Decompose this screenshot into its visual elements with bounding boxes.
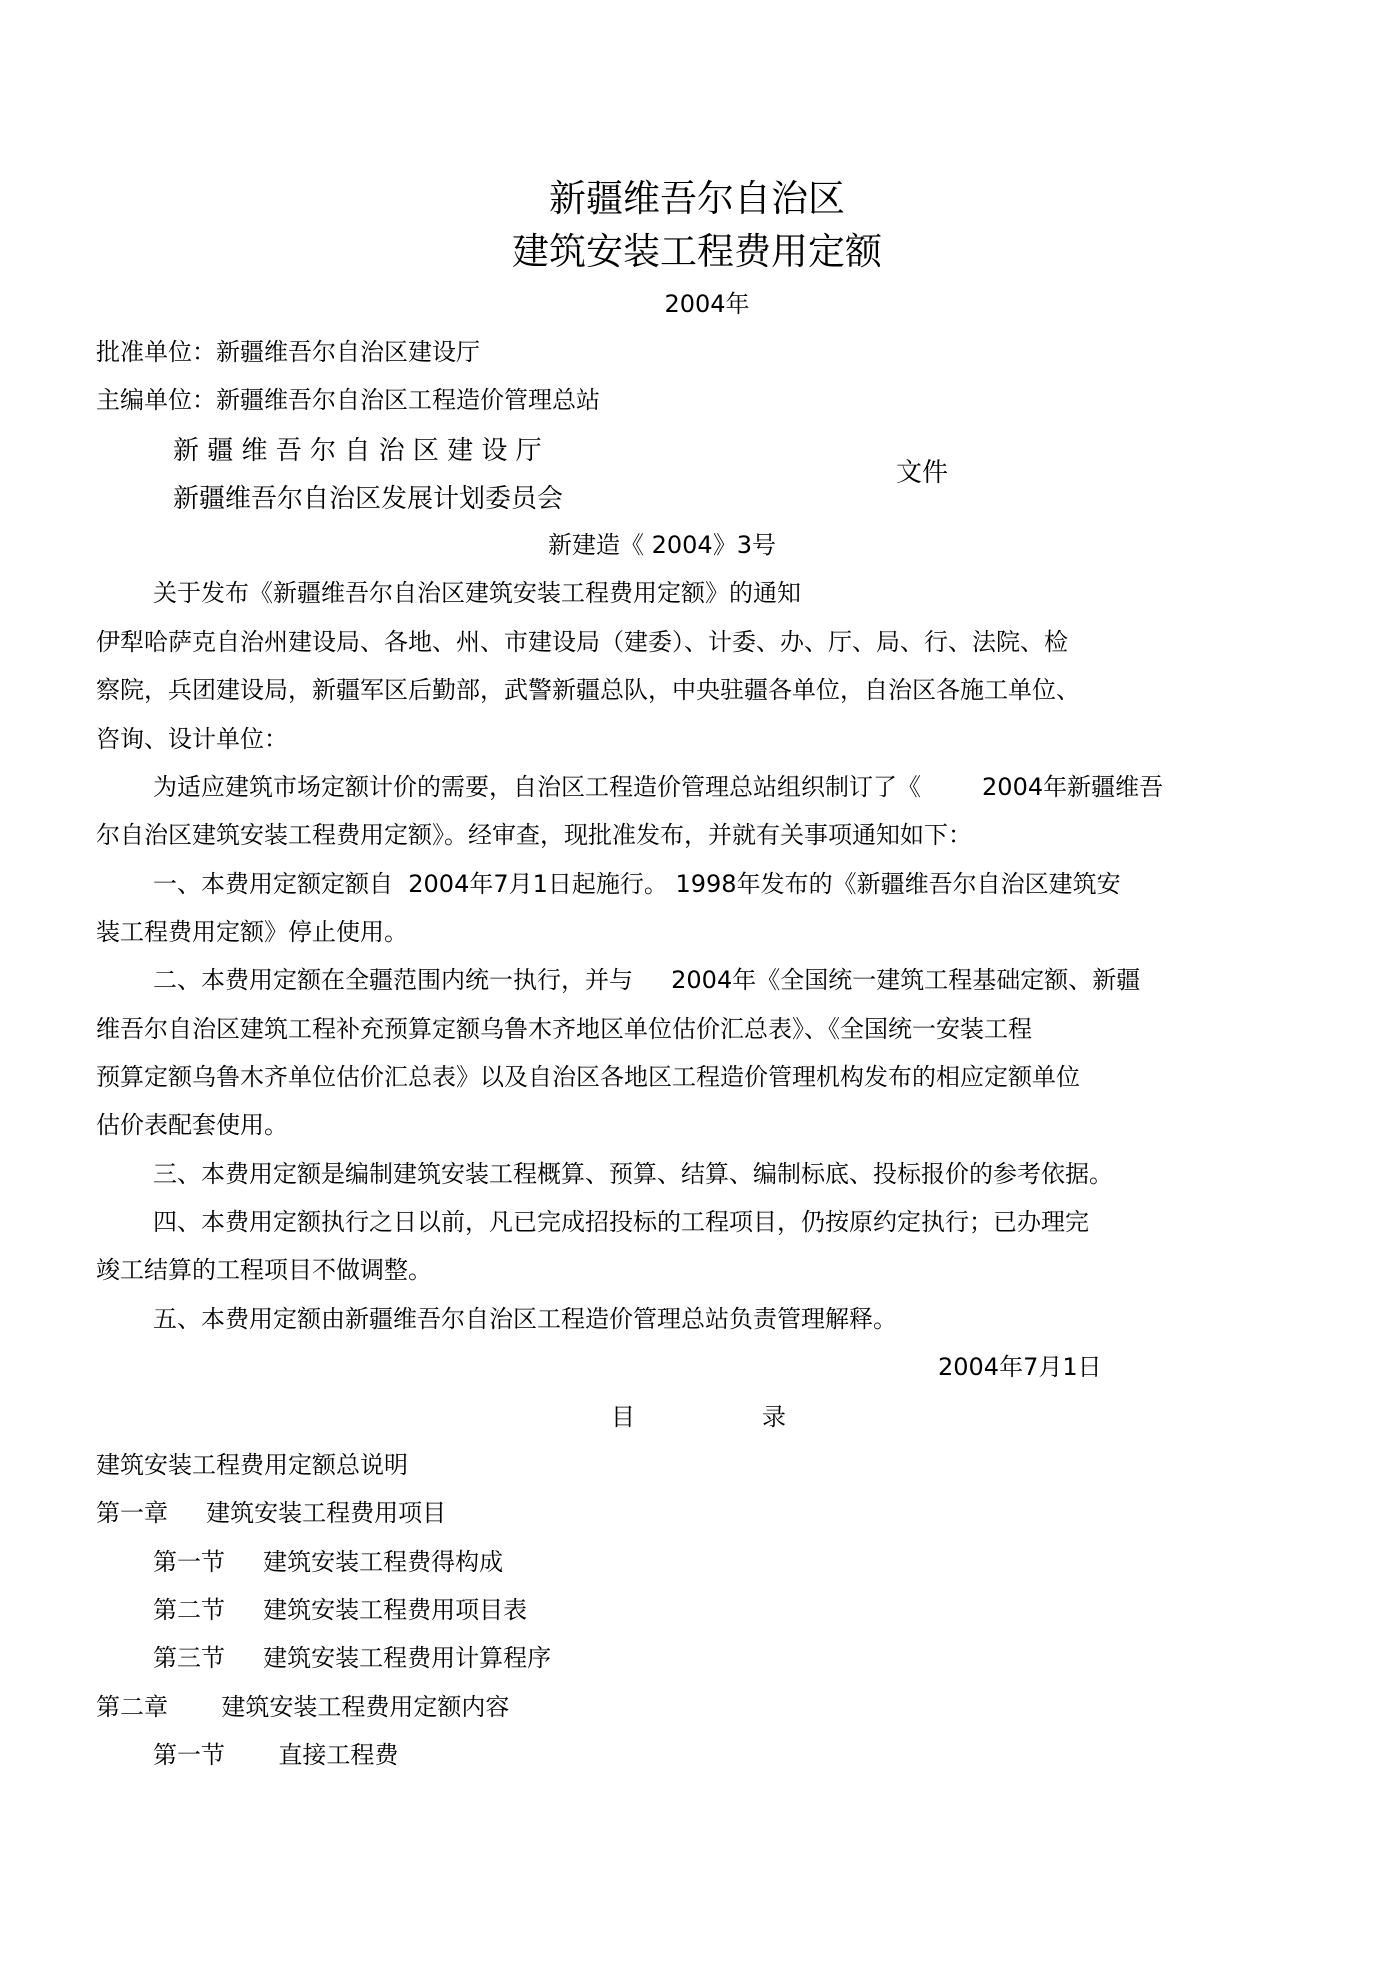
- page-title-line-2: 建筑安装工程费用定额: [512, 230, 882, 273]
- document-date: 2004年7月1日: [938, 1353, 1102, 1381]
- item-5: 五、本费用定额由新疆维吾尔自治区工程造价管理总站负责管理解释。: [153, 1305, 897, 1333]
- recipients-line-3: 咨询、设计单位：: [96, 725, 288, 753]
- item-2-line-1: 二、本费用定额在全疆范围内统一执行，并与 2004年《全国统一建筑工程基础定额、新疆: [153, 966, 1141, 994]
- recipients-line-2: 察院，兵团建设局，新疆军区后勤部，武警新疆总队，中央驻疆各单位，自治区各施工单位、: [96, 676, 1080, 704]
- toc-heading-right: 录: [762, 1403, 786, 1431]
- notice-title: 关于发布《新疆维吾尔自治区建筑安装工程费用定额》的通知: [153, 579, 801, 607]
- toc-chapter-1: 第一章 建筑安装工程费用项目: [96, 1499, 447, 1527]
- toc-heading-left: 目: [611, 1403, 635, 1431]
- item-4-line-2: 竣工结算的工程项目不做调整。: [96, 1256, 432, 1284]
- doc-number: 新建造《 2004》3号: [548, 531, 776, 559]
- toc-chapter-1-section-2: 第二节 建筑安装工程费用项目表: [153, 1596, 528, 1624]
- year-label: 2004年: [664, 290, 750, 318]
- toc-chapter-1-section-3: 第三节 建筑安装工程费用计算程序: [153, 1644, 552, 1672]
- item-4-line-1: 四、本费用定额执行之日以前，凡已完成招投标的工程项目，仍按原约定执行；已办理完: [153, 1208, 1089, 1236]
- issuer-suffix: 文件: [896, 458, 949, 488]
- editor-unit: 主编单位：新疆维吾尔自治区工程造价管理总站: [96, 386, 600, 414]
- issuer-2: 新疆维吾尔自治区发展计划委员会: [173, 484, 564, 514]
- item-1-line-2: 装工程费用定额》停止使用。: [96, 918, 408, 946]
- item-1-line-1: 一、本费用定额定额自 2004年7月1日起施行。 1998年发布的《新疆维吾尔自治区建筑安: [153, 870, 1121, 898]
- page-title-line-1: 新疆维吾尔自治区: [549, 177, 845, 220]
- approval-unit: 批准单位：新疆维吾尔自治区建设厅: [96, 338, 480, 366]
- toc-chapter-2: 第二章 建筑安装工程费用定额内容: [96, 1693, 510, 1721]
- toc-chapter-1-section-1: 第一节 建筑安装工程费得构成: [153, 1548, 504, 1576]
- intro-line-2: 尔自治区建筑安装工程费用定额》。经审查，现批准发布，并就有关事项通知如下：: [96, 821, 972, 849]
- issuer-1: 新 疆 维 吾 尔 自 治 区 建 设 厅: [173, 436, 542, 466]
- toc-general: 建筑安装工程费用定额总说明: [96, 1451, 408, 1479]
- intro-line-1: 为适应建筑市场定额计价的需要，自治区工程造价管理总站组织制订了《 2004年新疆维吾: [153, 773, 1164, 801]
- item-2-line-2: 维吾尔自治区建筑工程补充预算定额乌鲁木齐地区单位估价汇总表》、《全国统一安装工程: [96, 1015, 1032, 1043]
- toc-chapter-2-section-1: 第一节 直接工程费: [153, 1741, 399, 1769]
- item-2-line-3: 预算定额乌鲁木齐单位估价汇总表》以及自治区各地区工程造价管理机构发布的相应定额单位: [96, 1063, 1080, 1091]
- item-2-line-4: 估价表配套使用。: [96, 1111, 288, 1139]
- recipients-line-1: 伊犁哈萨克自治州建设局、各地、州、市建设局（建委）、计委、办、厅、局、行、法院、检: [96, 628, 1068, 656]
- item-3: 三、本费用定额是编制建筑安装工程概算、预算、结算、编制标底、投标报价的参考依据。: [153, 1160, 1113, 1188]
